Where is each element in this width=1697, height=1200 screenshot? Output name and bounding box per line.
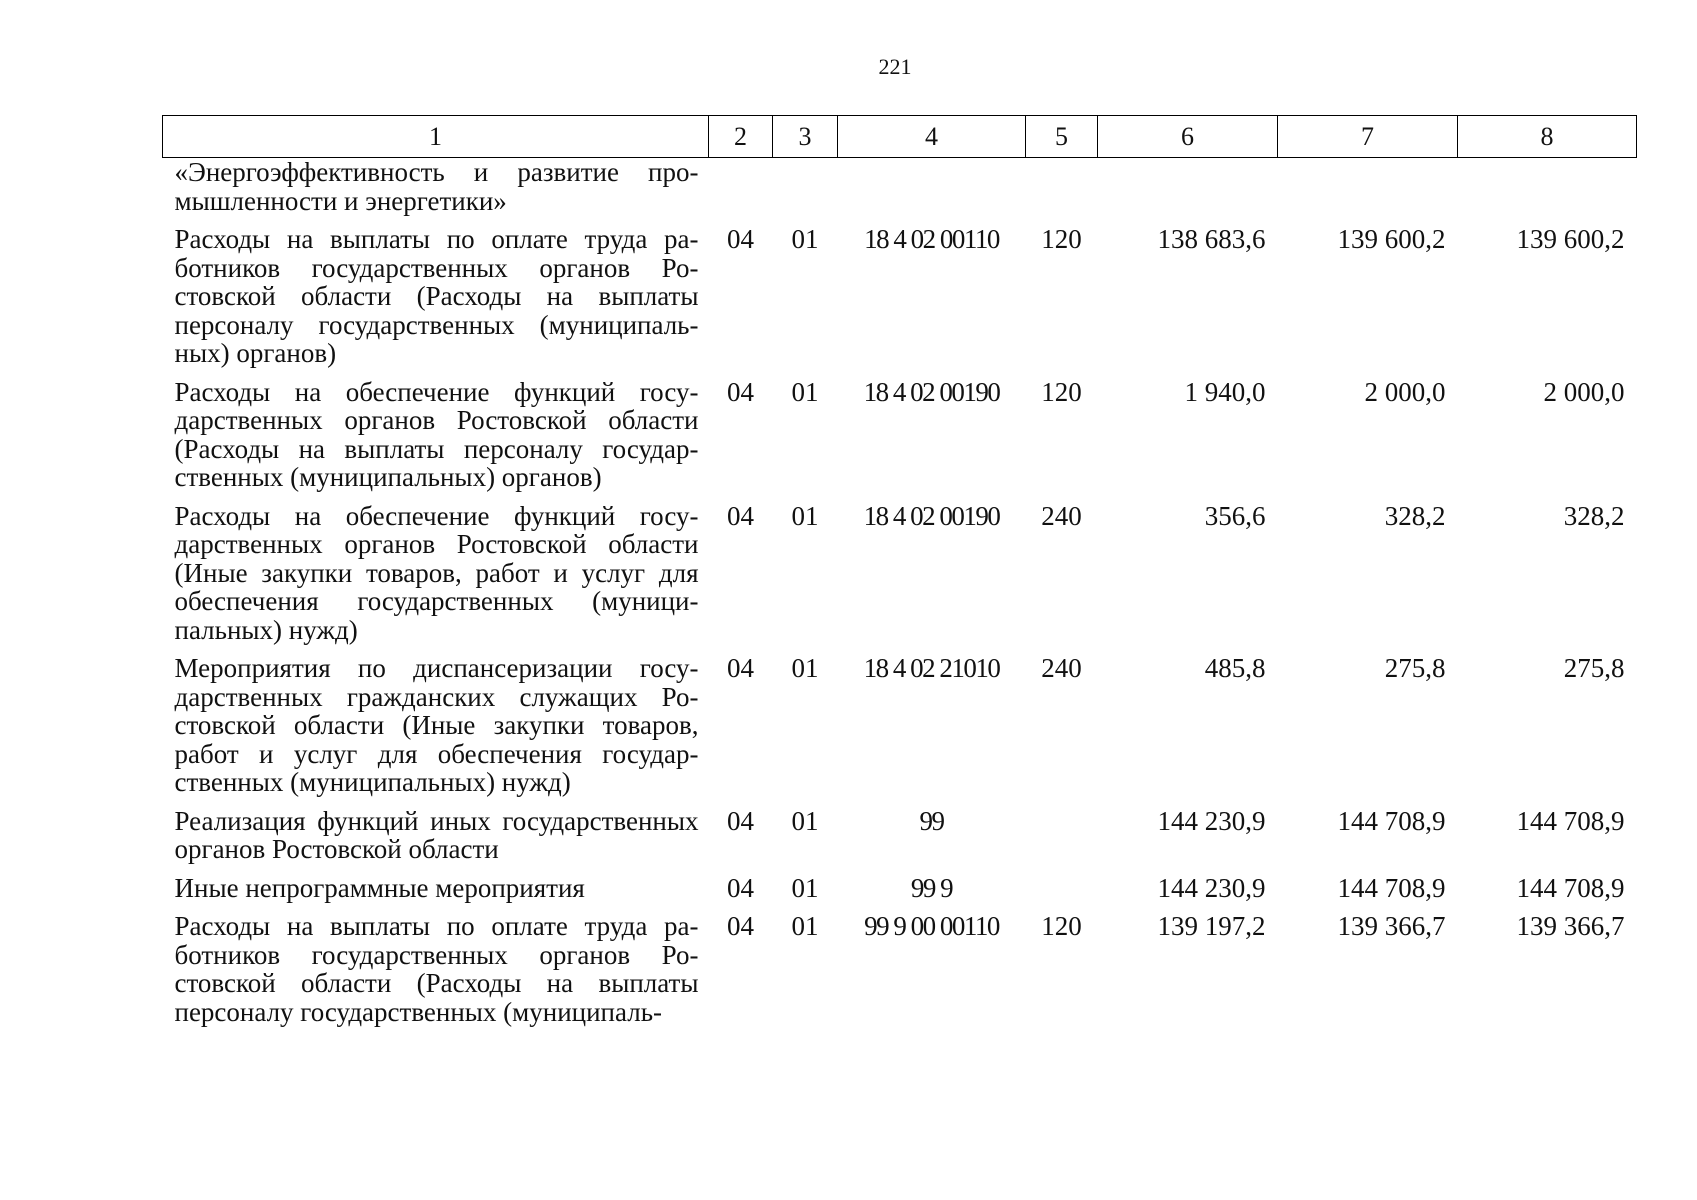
target-article-code: 18 4 02 00190 bbox=[863, 500, 1000, 531]
expense-type-code: 240 bbox=[1041, 500, 1082, 531]
amount-col-8: 275,8 bbox=[1563, 653, 1625, 683]
section-code: 04 bbox=[727, 653, 754, 683]
expense-type-code: 120 bbox=[1041, 376, 1082, 407]
amount-col-6: 356,6 bbox=[1204, 500, 1266, 531]
amount-col-6 bbox=[1098, 158, 1278, 226]
row-description: «Энергоэффективность и развитие промышленности и энергетики» bbox=[174, 157, 699, 216]
amount-col-8: 144 708,9 bbox=[1516, 872, 1625, 903]
expense-type-code: 120 bbox=[1041, 224, 1082, 254]
amount-col-7: 139 366,7 bbox=[1337, 911, 1446, 941]
expense-type-code: 120 bbox=[1041, 911, 1082, 941]
section-code: 04 bbox=[727, 805, 754, 836]
amount-col-7: 2 000,0 bbox=[1364, 376, 1446, 407]
amount-col-7: 328,2 bbox=[1384, 500, 1446, 531]
table-row bbox=[163, 807, 1637, 874]
table-row bbox=[163, 158, 1637, 226]
table-row bbox=[163, 654, 1637, 807]
column-header-7: 7 bbox=[1278, 116, 1458, 158]
table-header-row bbox=[163, 116, 1637, 158]
table-row bbox=[163, 912, 1637, 1036]
row-description: Реализация функций иных государственных органов Ростовской области bbox=[174, 805, 699, 864]
subsection-code: 01 bbox=[791, 805, 819, 836]
table-row bbox=[163, 378, 1637, 502]
amount-col-7: 144 708,9 bbox=[1337, 805, 1446, 836]
subsection-code: 01 bbox=[791, 224, 819, 254]
section-code: 04 bbox=[727, 911, 754, 941]
row-description: Расходы на выплаты по оплате труда работников государственных органов Ростовской области (Расходы на выплаты персоналу государственных (муниципальных) органов) bbox=[174, 224, 699, 368]
subsection-code: 01 bbox=[791, 653, 819, 683]
amount-col-6: 144 230,9 bbox=[1157, 805, 1266, 836]
column-header-6: 6 bbox=[1098, 116, 1278, 158]
column-header-5: 5 bbox=[1026, 116, 1098, 158]
subsection-code: 01 bbox=[791, 911, 819, 941]
row-description: Расходы на обеспечение функций государственных органов Ростовской области (Иные закупки товаров, работ и услуг для обеспечения государственных (муниципальных) нужд) bbox=[174, 500, 699, 645]
amount-col-7 bbox=[1278, 158, 1458, 226]
target-article-code bbox=[838, 158, 1026, 226]
table-row bbox=[163, 502, 1637, 655]
target-article-code: 18 4 02 21010 bbox=[863, 653, 1000, 683]
budget-table bbox=[162, 115, 1637, 1036]
amount-col-6: 139 197,2 bbox=[1157, 911, 1266, 941]
column-header-4: 4 bbox=[838, 116, 1026, 158]
amount-col-6: 485,8 bbox=[1204, 653, 1266, 683]
row-description: Мероприятия по диспансеризации государственных гражданских служащих Ростовской области (Иные закупки товаров, работ и услуг для обеспечения государственных (муниципальных) нужд) bbox=[174, 653, 699, 797]
expense-type-code bbox=[1026, 807, 1098, 874]
table-row bbox=[163, 225, 1637, 378]
amount-col-8 bbox=[1458, 158, 1637, 226]
expense-type-code: 240 bbox=[1041, 653, 1082, 683]
amount-col-8: 139 366,7 bbox=[1516, 911, 1625, 941]
row-description: Расходы на выплаты по оплате труда работников государственных органов Ростовской области (Расходы на выплаты персоналу государственных (муниципаль- bbox=[174, 911, 699, 1027]
subsection-code: 01 bbox=[791, 500, 819, 531]
row-description: Иные непрограммные мероприятия bbox=[174, 872, 585, 903]
target-article-code: 99 bbox=[919, 805, 944, 836]
amount-col-6: 1 940,0 bbox=[1184, 376, 1266, 407]
amount-col-6: 144 230,9 bbox=[1157, 872, 1266, 903]
amount-col-7: 275,8 bbox=[1384, 653, 1446, 683]
target-article-code: 18 4 02 00190 bbox=[863, 376, 1000, 407]
section-code: 04 bbox=[727, 500, 754, 531]
page-number: 221 bbox=[878, 54, 912, 79]
subsection-code: 01 bbox=[791, 376, 819, 407]
row-description: Расходы на обеспечение функций государственных органов Ростовской области (Расходы на выплаты персоналу государственных (муниципальных) органов) bbox=[174, 376, 699, 492]
section-code: 04 bbox=[727, 872, 754, 903]
subsection-code bbox=[773, 158, 838, 226]
amount-col-8: 2 000,0 bbox=[1543, 376, 1625, 407]
section-code bbox=[709, 158, 773, 226]
column-header-1: 1 bbox=[163, 116, 709, 158]
expense-type-code bbox=[1026, 874, 1098, 913]
section-code: 04 bbox=[727, 376, 754, 407]
amount-col-6: 138 683,6 bbox=[1157, 224, 1266, 254]
target-article-code: 99 9 00 00110 bbox=[864, 911, 999, 941]
amount-col-7: 144 708,9 bbox=[1337, 872, 1446, 903]
table-row bbox=[163, 874, 1637, 913]
amount-col-8: 328,2 bbox=[1563, 500, 1625, 531]
target-article-code: 99 9 bbox=[910, 872, 953, 903]
column-header-3: 3 bbox=[773, 116, 838, 158]
column-header-2: 2 bbox=[709, 116, 773, 158]
expense-type-code bbox=[1026, 158, 1098, 226]
column-header-8: 8 bbox=[1458, 116, 1637, 158]
subsection-code: 01 bbox=[791, 872, 819, 903]
amount-col-7: 139 600,2 bbox=[1337, 224, 1446, 254]
section-code: 04 bbox=[727, 224, 754, 254]
amount-col-8: 139 600,2 bbox=[1516, 224, 1625, 254]
target-article-code: 18 4 02 00110 bbox=[864, 224, 999, 254]
amount-col-8: 144 708,9 bbox=[1516, 805, 1625, 836]
